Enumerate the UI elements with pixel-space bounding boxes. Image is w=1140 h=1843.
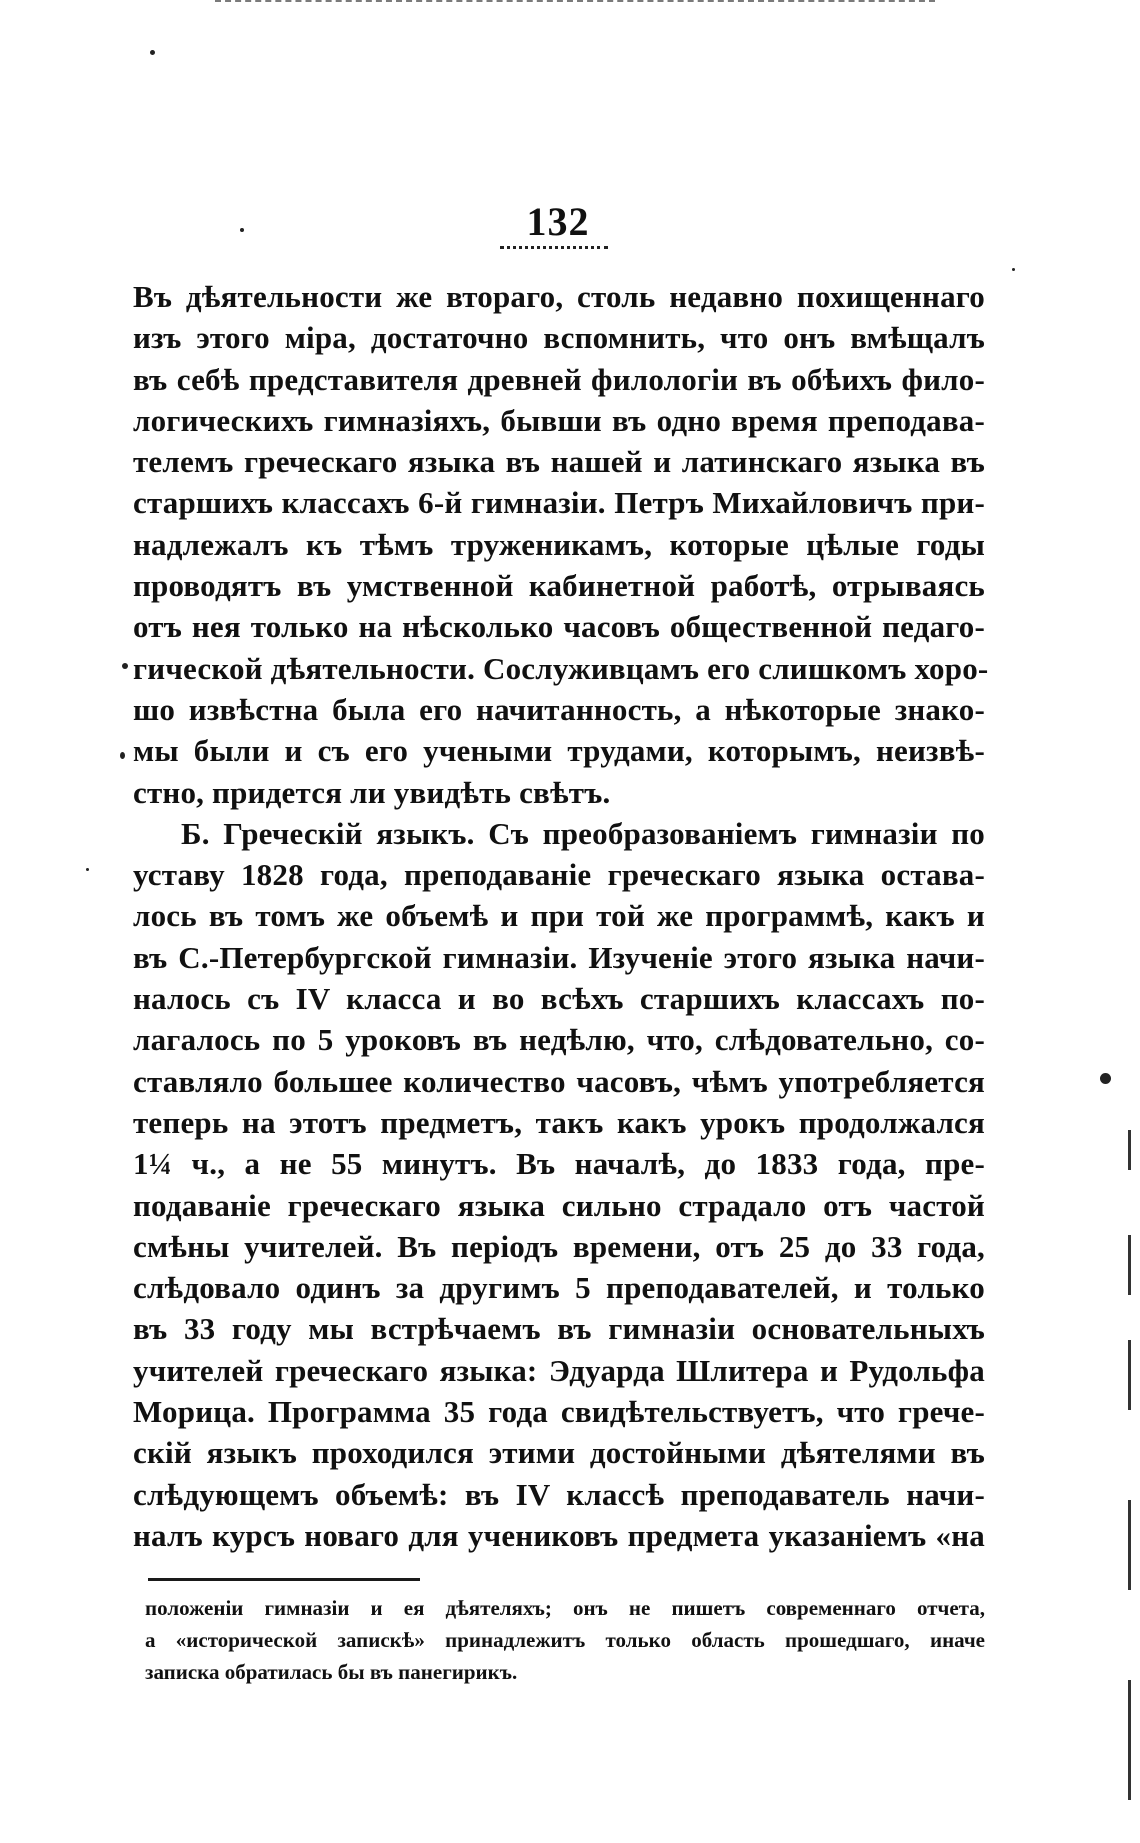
text-line: стно, придется ли увидѣть свѣтъ. bbox=[133, 774, 611, 810]
text-line: шо извѣстна была его начитанность, а нѣкоторые знако- bbox=[133, 691, 985, 727]
text-line: въ С.-Петербургской гимназіи. Изученіе этого языка начи- bbox=[133, 939, 985, 975]
text-line: уставу 1828 года, преподаваніе греческаго языка остава- bbox=[133, 857, 985, 893]
text-line: Морица. Программа 35 года свидѣтельствуетъ, что грече- bbox=[133, 1394, 985, 1430]
footnote-line: а «исторической запискѣ» принадлежитъ только область прошедшаго, иначе bbox=[145, 1628, 985, 1652]
page-number-underline bbox=[500, 246, 608, 249]
text-line: налъ курсъ новаго для учениковъ предмета указаніемъ «на bbox=[133, 1517, 985, 1553]
page-edge-mark bbox=[1128, 1340, 1131, 1410]
footnote-separator bbox=[148, 1578, 420, 1581]
text-line: смѣны учителей. Въ періодъ времени, отъ 25 до 33 года, bbox=[133, 1228, 985, 1264]
scan-speck bbox=[120, 752, 125, 759]
text-line: подаваніе греческаго языка сильно страдало отъ частой bbox=[133, 1187, 985, 1223]
text-line: изъ этого міра, достаточно вспомнить, что онъ вмѣщалъ bbox=[133, 320, 985, 356]
scan-speck bbox=[122, 663, 128, 669]
text-line: слѣдовало одинъ за другимъ 5 преподавателей, и только bbox=[133, 1270, 985, 1306]
main-text bbox=[133, 276, 989, 1556]
footnote-line: записка обратилась бы въ панегирикъ. bbox=[145, 1660, 518, 1684]
text-line: скій языкъ проходился этими достойными дѣятелями въ bbox=[133, 1435, 985, 1471]
scan-speck bbox=[240, 228, 244, 232]
scan-speck bbox=[1100, 1073, 1111, 1084]
text-line: налось съ IV класса и во всѣхъ старшихъ классахъ по- bbox=[133, 981, 985, 1017]
scan-speck bbox=[1012, 268, 1015, 271]
text-line: проводятъ въ умственной кабинетной работѣ, отрываясь bbox=[133, 568, 985, 604]
footnote bbox=[145, 1592, 985, 1688]
footnote-line: положеніи гимназіи и ея дѣятеляхъ; онъ не пишетъ современнаго отчета, bbox=[145, 1596, 985, 1620]
text-line: логическихъ гимназіяхъ, бывши въ одно время преподава- bbox=[133, 402, 985, 438]
text-line: старшихъ классахъ 6-й гимназіи. Петръ Михайловичъ при- bbox=[133, 485, 985, 521]
page-edge-mark bbox=[1128, 1130, 1131, 1170]
page-edge-mark bbox=[1128, 1235, 1131, 1295]
text-line: лось въ томъ же объемѣ и при той же программѣ, какъ и bbox=[133, 898, 985, 934]
text-line: лагалось по 5 уроковъ въ недѣлю, что, слѣдовательно, со- bbox=[133, 1022, 985, 1058]
page-number: 132 bbox=[526, 199, 590, 244]
text-line: ставляло большее количество часовъ, чѣмъ употребляется bbox=[133, 1063, 985, 1099]
page-edge-mark bbox=[1128, 1500, 1131, 1590]
text-line: Б. Греческій языкъ. Съ преобразованіемъ гимназіи по bbox=[181, 815, 985, 851]
text-line: въ 33 году мы встрѣчаемъ въ гимназіи основательныхъ bbox=[133, 1311, 985, 1347]
text-line: 1¼ ч., а не 55 минутъ. Въ началѣ, до 1833 года, пре- bbox=[133, 1146, 985, 1182]
text-line: учителей греческаго языка: Эдуарда Шлитера и Рудольфа bbox=[133, 1352, 985, 1388]
page-edge-mark bbox=[1128, 1680, 1131, 1800]
text-line: слѣдующемъ объемѣ: въ IV классѣ преподаватель начи- bbox=[133, 1476, 985, 1512]
scan-speck bbox=[86, 868, 89, 871]
text-line: гической дѣятельности. Сослуживцамъ его слишкомъ хоро- bbox=[133, 650, 989, 686]
text-line: Въ дѣятельности же втораго, столь недавно похищеннаго bbox=[133, 279, 985, 314]
scan-speck bbox=[150, 50, 155, 55]
text-line: отъ нея только на нѣсколько часовъ общественной педаго- bbox=[133, 609, 985, 645]
text-line: телемъ греческаго языка въ нашей и латинскаго языка въ bbox=[133, 444, 985, 480]
text-line: мы были и съ его учеными трудами, которымъ, неизвѣ- bbox=[133, 733, 985, 769]
text-line: въ себѣ представителя древней филологіи въ обѣихъ фило- bbox=[133, 361, 985, 397]
top-edge-artifact bbox=[215, 0, 935, 5]
text-line: надлежалъ къ тѣмъ труженикамъ, которые цѣлые годы bbox=[133, 526, 985, 562]
text-line: теперь на этотъ предметъ, такъ какъ урокъ продолжался bbox=[133, 1104, 985, 1140]
